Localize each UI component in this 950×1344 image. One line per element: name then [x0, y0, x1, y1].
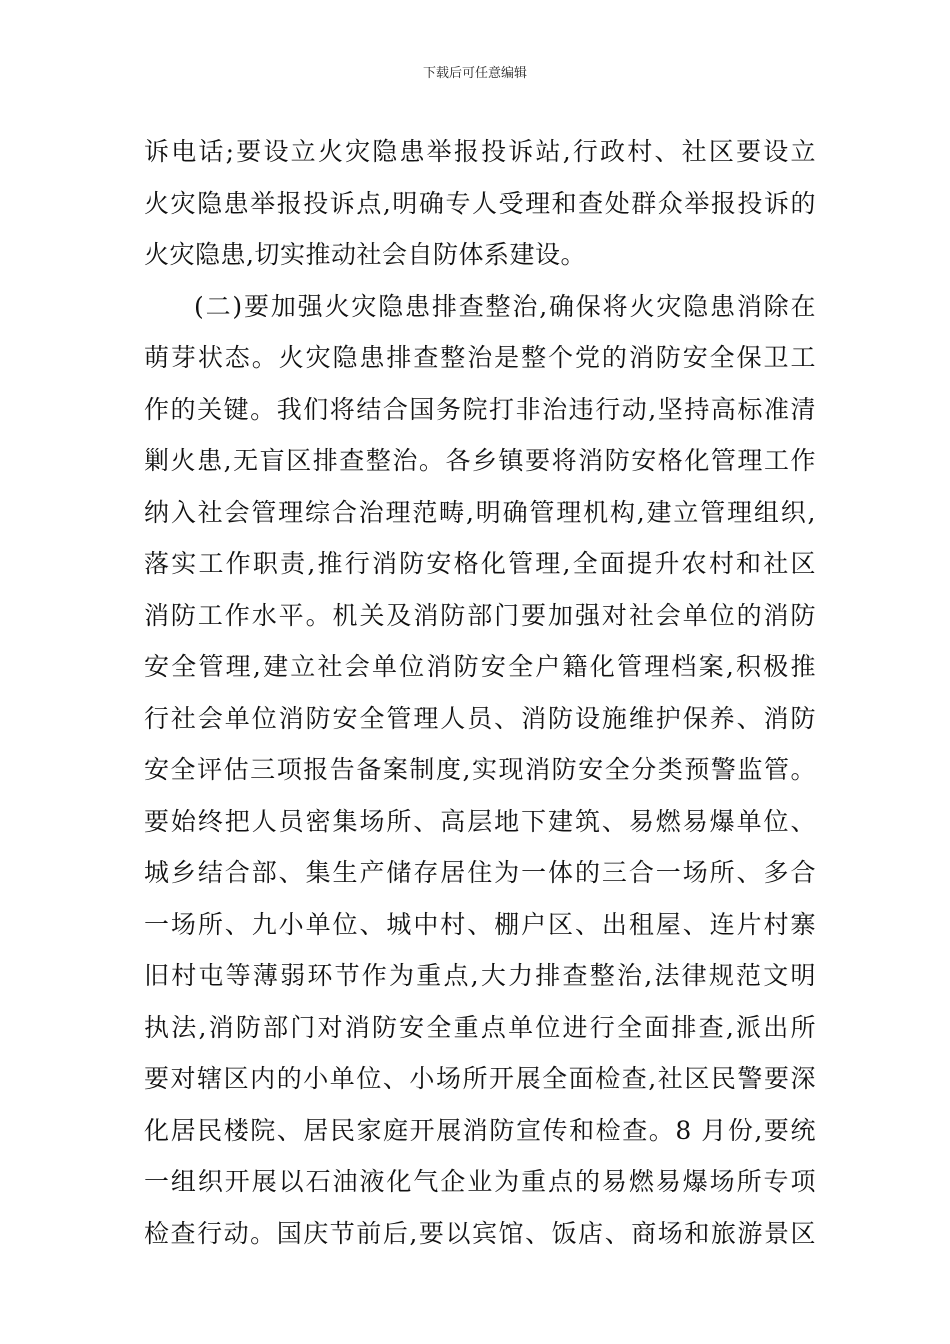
text-line: 火灾隐患,切实推动社会自防体系建设。 — [144, 240, 586, 269]
text-line: 化居民楼院、居民家庭开展消防宣传和检查。8 月份,要统 — [144, 1115, 816, 1145]
text-line: 作的关键。我们将结合国务院打非治违行动,坚持高标准清 — [144, 394, 816, 424]
text-line: 行社会单位消防安全管理人员、消防设施维护保养、消防 — [144, 703, 816, 733]
text-line: 纳入社会管理综合治理范畴,明确管理机构,建立管理组织, — [144, 497, 816, 527]
text-line: 落实工作职责,推行消防安格化管理,全面提升农村和社区 — [144, 549, 816, 578]
document-body — [144, 126, 816, 1259]
text-line: 一场所、九小单位、城中村、棚户区、出租屋、连片村寨 — [144, 909, 816, 939]
text-line: 消防工作水平。机关及消防部门要加强对社会单位的消防 — [144, 600, 816, 630]
text-line: 检查行动。国庆节前后,要以宾馆、饭店、商场和旅游景区 — [144, 1218, 816, 1248]
text-line: 要始终把人员密集场所、高层地下建筑、易燃易爆单位、 — [144, 806, 816, 836]
text-line: 一组织开展以石油液化气企业为重点的易燃易爆场所专项 — [144, 1167, 816, 1196]
text-line: 剿火患,无盲区排查整治。各乡镇要将消防安格化管理工作 — [144, 446, 816, 475]
page-header: 下载后可任意编辑 — [422, 66, 527, 81]
text-line: 诉电话;要设立火灾隐患举报投诉站,行政村、社区要设立 — [144, 137, 816, 166]
text-line: 城乡结合部、集生产储存居住为一体的三合一场所、多合 — [144, 858, 816, 887]
text-line: 萌芽状态。火灾隐患排查整治是整个党的消防安全保卫工 — [144, 343, 816, 372]
text-line: 安全评估三项报告备案制度,实现消防安全分类预警监管。 — [144, 755, 816, 784]
text-line: 执法,消防部门对消防安全重点单位进行全面排查,派出所 — [144, 1012, 816, 1042]
text-line: (二)要加强火灾隐患排查整治,确保将火灾隐患消除在 — [194, 291, 816, 321]
text-line: 火灾隐患举报投诉点,明确专人受理和查处群众举报投诉的 — [144, 188, 816, 218]
text-line: 安全管理,建立社会单位消防安全户籍化管理档案,积极推 — [144, 652, 816, 681]
text-line: 旧村屯等薄弱环节作为重点,大力排查整治,法律规范文明 — [144, 961, 816, 990]
text-line: 要对辖区内的小单位、小场所开展全面检查,社区民警要深 — [144, 1064, 816, 1093]
